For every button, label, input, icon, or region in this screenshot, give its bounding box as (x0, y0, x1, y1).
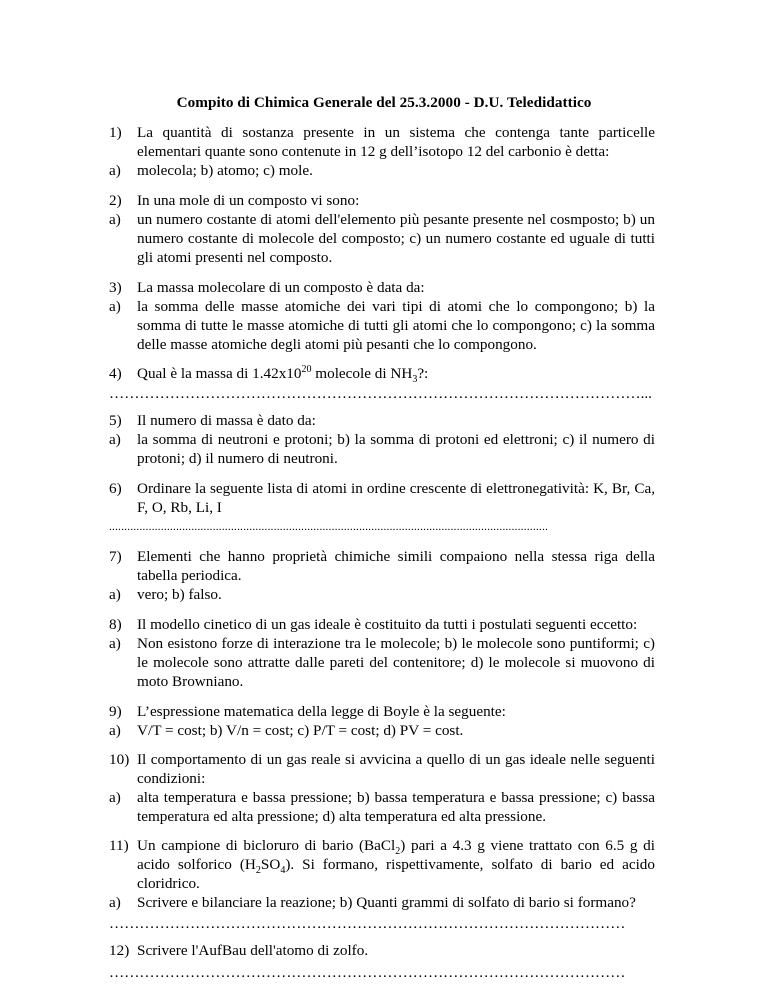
answer-options: V/T = cost; b) V/n = cost; c) P/T = cost; d) PV = cost. (137, 722, 464, 739)
answer-dotted-line: ................................................................................................................................................ (109, 521, 549, 533)
answer-dotted-line: ………………………………………………………………………………………… (109, 964, 626, 981)
subscript: 2 (255, 865, 261, 877)
answer-options: vero; b) falso. (137, 586, 222, 603)
question-3 (109, 278, 655, 354)
question-12 (109, 941, 655, 960)
question-text: Il modello cinetico di un gas ideale è costituito da tutti i postulati seguenti eccetto: (137, 616, 638, 633)
question-text: Ordinare la seguente lista di atomi in ordine crescente di elettronegatività: K, Br, Ca, F, O, Rb, Li, I (137, 480, 655, 516)
answer-label: a) (109, 298, 121, 315)
question-text: Il numero di massa è dato da: (137, 412, 316, 429)
question-4 (109, 363, 655, 386)
question-number: 8) (109, 616, 122, 633)
question-2 (109, 191, 655, 267)
answer-label: a) (109, 431, 121, 448)
question-text-end: ?: (417, 365, 429, 382)
question-text: La quantità di sostanza presente in un sistema che contenga tante particelle elementari quante sono contenute in 12 g dell’isotopo 12 del carbonio è detta: (137, 124, 655, 160)
subscript: 2 (395, 846, 401, 858)
exponent: 20 (301, 363, 312, 375)
answer-label: a) (109, 586, 121, 603)
answer-label: a) (109, 635, 121, 652)
question-11 (109, 836, 655, 912)
question-text: Un campione di bicloruro di bario (BaCl (137, 837, 396, 854)
answer-options: molecola; b) atomo; c) mole. (137, 162, 313, 179)
question-number: 9) (109, 703, 122, 720)
answer-dotted-line: ………………………………………………………………………………………… (109, 915, 626, 932)
question-9 (109, 702, 655, 740)
answer-label: a) (109, 789, 121, 806)
answer-label: a) (109, 722, 121, 739)
question-number: 7) (109, 548, 122, 565)
question-1 (109, 123, 655, 180)
question-5 (109, 411, 655, 468)
question-text: L’espressione matematica della legge di Boyle è la seguente: (137, 703, 506, 720)
question-number: 1) (109, 124, 122, 141)
question-text: Il comportamento di un gas reale si avvicina a quello di un gas ideale nelle seguenti condizioni: (137, 751, 655, 787)
question-text: Scrivere l'AufBau dell'atomo di zolfo. (137, 942, 369, 959)
question-number: 3) (109, 279, 122, 296)
exam-title: Compito di Chimica Generale del 25.3.2000 - D.U. Teledidattico (176, 94, 592, 111)
subscript: 3 (412, 374, 418, 386)
question-text-cont: ) pari a 4.3 g viene trattato con 6.5 g di acido solforico (H (137, 837, 655, 873)
answer-label: a) (109, 894, 121, 911)
question-text-end: ). Si formano, rispettivamente, solfato di bario ed acido cloridrico. (137, 856, 655, 892)
question-8 (109, 615, 655, 691)
question-number: 6) (109, 480, 122, 497)
question-text: Elementi che hanno proprietà chimiche simili compaiono nella stessa riga della tabella periodica. (137, 548, 655, 584)
question-6 (109, 479, 655, 517)
answer-options: la somma di neutroni e protoni; b) la somma di protoni ed elettroni; c) il numero di protoni; d) il numero di neutroni. (137, 431, 655, 467)
answer-label: a) (109, 211, 121, 228)
question-text: In una mole di un composto vi sono: (137, 192, 360, 209)
answer-options: alta temperatura e bassa pressione; b) bassa temperatura e bassa pressione; c) bassa temperatura ed alta pressione; d) alta temperatura ed alta pressione. (137, 789, 655, 825)
answer-dotted-line: ……………………………………………………………………………………………... (109, 385, 652, 402)
question-text: Qual è la massa di 1.42x10 (137, 365, 302, 382)
question-number: 2) (109, 192, 122, 209)
answer-options: Non esistono forze di interazione tra le molecole; b) le molecole sono puntiformi; c) le molecole sono attratte dalle pareti del contenitore; d) le molecole si muovono di moto Browniano. (137, 635, 655, 690)
answer-options: un numero costante di atomi dell'elemento più pesante presente nel cosmposto; b) un numero costante di molecole del composto; c) un numero costante ed uguale di tutti gli atomi presenti nel composto. (137, 211, 655, 266)
answer-options: la somma delle masse atomiche dei vari tipi di atomi che lo compongono; b) la somma di tutte le masse atomiche di tutti gli atomi che lo compongono; c) la somma delle masse atomiche degli atomi più pesanti che lo compongono. (137, 298, 655, 353)
question-number: 11) (109, 837, 129, 854)
question-number: 12) (109, 942, 130, 959)
subscript: 4 (280, 865, 286, 877)
question-10 (109, 750, 655, 826)
answer-label: a) (109, 162, 121, 179)
question-number: 10) (109, 751, 130, 768)
answer-options: Scrivere e bilanciare la reazione; b) Quanti grammi di solfato di bario si formano? (137, 894, 636, 911)
question-text-cont: molecole di NH (311, 365, 413, 382)
question-number: 5) (109, 412, 122, 429)
question-number: 4) (109, 365, 122, 382)
question-text-cont: SO (260, 856, 281, 873)
question-text: La massa molecolare di un composto è data da: (137, 279, 425, 296)
question-7 (109, 547, 655, 604)
